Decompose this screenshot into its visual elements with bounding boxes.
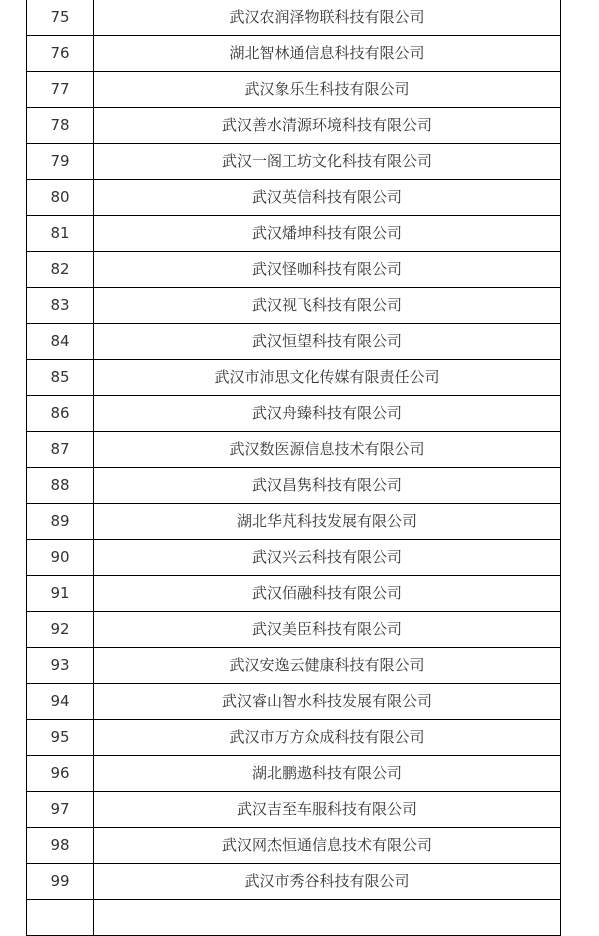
table-row <box>27 684 561 720</box>
company-name-cell: 武汉市沛思文化传媒有限责任公司 <box>94 360 561 396</box>
row-number-cell: 89 <box>27 504 94 540</box>
row-number-cell: 94 <box>27 684 94 720</box>
table-row <box>27 612 561 648</box>
table-row <box>27 900 561 936</box>
row-number-cell: 91 <box>27 576 94 612</box>
table-row <box>27 504 561 540</box>
row-number-cell: 75 <box>27 0 94 36</box>
row-number-cell: 76 <box>27 36 94 72</box>
row-number-cell <box>27 900 94 936</box>
company-name-cell: 武汉美臣科技有限公司 <box>94 612 561 648</box>
row-number-cell: 78 <box>27 108 94 144</box>
table-row <box>27 720 561 756</box>
company-name-cell: 武汉吉至车服科技有限公司 <box>94 792 561 828</box>
row-number-cell: 77 <box>27 72 94 108</box>
table-row <box>27 792 561 828</box>
company-name-cell: 武汉数医源信息技术有限公司 <box>94 432 561 468</box>
row-number-cell: 90 <box>27 540 94 576</box>
table-row <box>27 288 561 324</box>
company-name-cell: 武汉燔坤科技有限公司 <box>94 216 561 252</box>
company-name-cell: 武汉怪咖科技有限公司 <box>94 252 561 288</box>
company-name-cell: 武汉安逸云健康科技有限公司 <box>94 648 561 684</box>
table-row <box>27 36 561 72</box>
company-name-cell: 武汉善水清源环境科技有限公司 <box>94 108 561 144</box>
table-row <box>27 396 561 432</box>
company-name-cell: 武汉恒望科技有限公司 <box>94 324 561 360</box>
row-number-cell: 80 <box>27 180 94 216</box>
row-number-cell: 86 <box>27 396 94 432</box>
row-number-cell: 95 <box>27 720 94 756</box>
table-row <box>27 540 561 576</box>
table-row <box>27 432 561 468</box>
table-row <box>27 756 561 792</box>
company-name-cell: 武汉视飞科技有限公司 <box>94 288 561 324</box>
row-number-cell: 84 <box>27 324 94 360</box>
row-number-cell: 79 <box>27 144 94 180</box>
company-name-cell: 武汉象乐生科技有限公司 <box>94 72 561 108</box>
table-row <box>27 144 561 180</box>
row-number-cell: 87 <box>27 432 94 468</box>
table-row <box>27 648 561 684</box>
company-name-cell: 武汉佰融科技有限公司 <box>94 576 561 612</box>
table-row <box>27 72 561 108</box>
table-row <box>27 864 561 900</box>
company-name-cell: 武汉市秀谷科技有限公司 <box>94 864 561 900</box>
company-name-cell: 武汉英信科技有限公司 <box>94 180 561 216</box>
table-row <box>27 576 561 612</box>
company-name-cell: 武汉农润泽物联科技有限公司 <box>94 0 561 36</box>
company-name-cell <box>94 900 561 936</box>
table-row <box>27 0 561 36</box>
row-number-cell: 83 <box>27 288 94 324</box>
company-name-cell: 武汉市万方众成科技有限公司 <box>94 720 561 756</box>
table-row <box>27 252 561 288</box>
row-number-cell: 82 <box>27 252 94 288</box>
company-name-cell: 湖北华芃科技发展有限公司 <box>94 504 561 540</box>
row-number-cell: 98 <box>27 828 94 864</box>
company-name-cell: 武汉一阁工坊文化科技有限公司 <box>94 144 561 180</box>
company-name-cell: 武汉昌隽科技有限公司 <box>94 468 561 504</box>
table-row <box>27 324 561 360</box>
row-number-cell: 99 <box>27 864 94 900</box>
row-number-cell: 92 <box>27 612 94 648</box>
company-name-cell: 武汉兴云科技有限公司 <box>94 540 561 576</box>
table-row <box>27 108 561 144</box>
table-row <box>27 180 561 216</box>
company-name-cell: 武汉网杰恒通信息技术有限公司 <box>94 828 561 864</box>
company-name-cell: 湖北智林通信息科技有限公司 <box>94 36 561 72</box>
table-row <box>27 360 561 396</box>
table-row <box>27 828 561 864</box>
table-row <box>27 216 561 252</box>
table-row <box>27 468 561 504</box>
company-name-cell: 武汉舟臻科技有限公司 <box>94 396 561 432</box>
company-list-table <box>26 0 561 936</box>
row-number-cell: 85 <box>27 360 94 396</box>
row-number-cell: 88 <box>27 468 94 504</box>
row-number-cell: 97 <box>27 792 94 828</box>
row-number-cell: 81 <box>27 216 94 252</box>
company-name-cell: 湖北鹏遨科技有限公司 <box>94 756 561 792</box>
row-number-cell: 96 <box>27 756 94 792</box>
row-number-cell: 93 <box>27 648 94 684</box>
company-name-cell: 武汉睿山智水科技发展有限公司 <box>94 684 561 720</box>
table-body <box>27 0 561 936</box>
